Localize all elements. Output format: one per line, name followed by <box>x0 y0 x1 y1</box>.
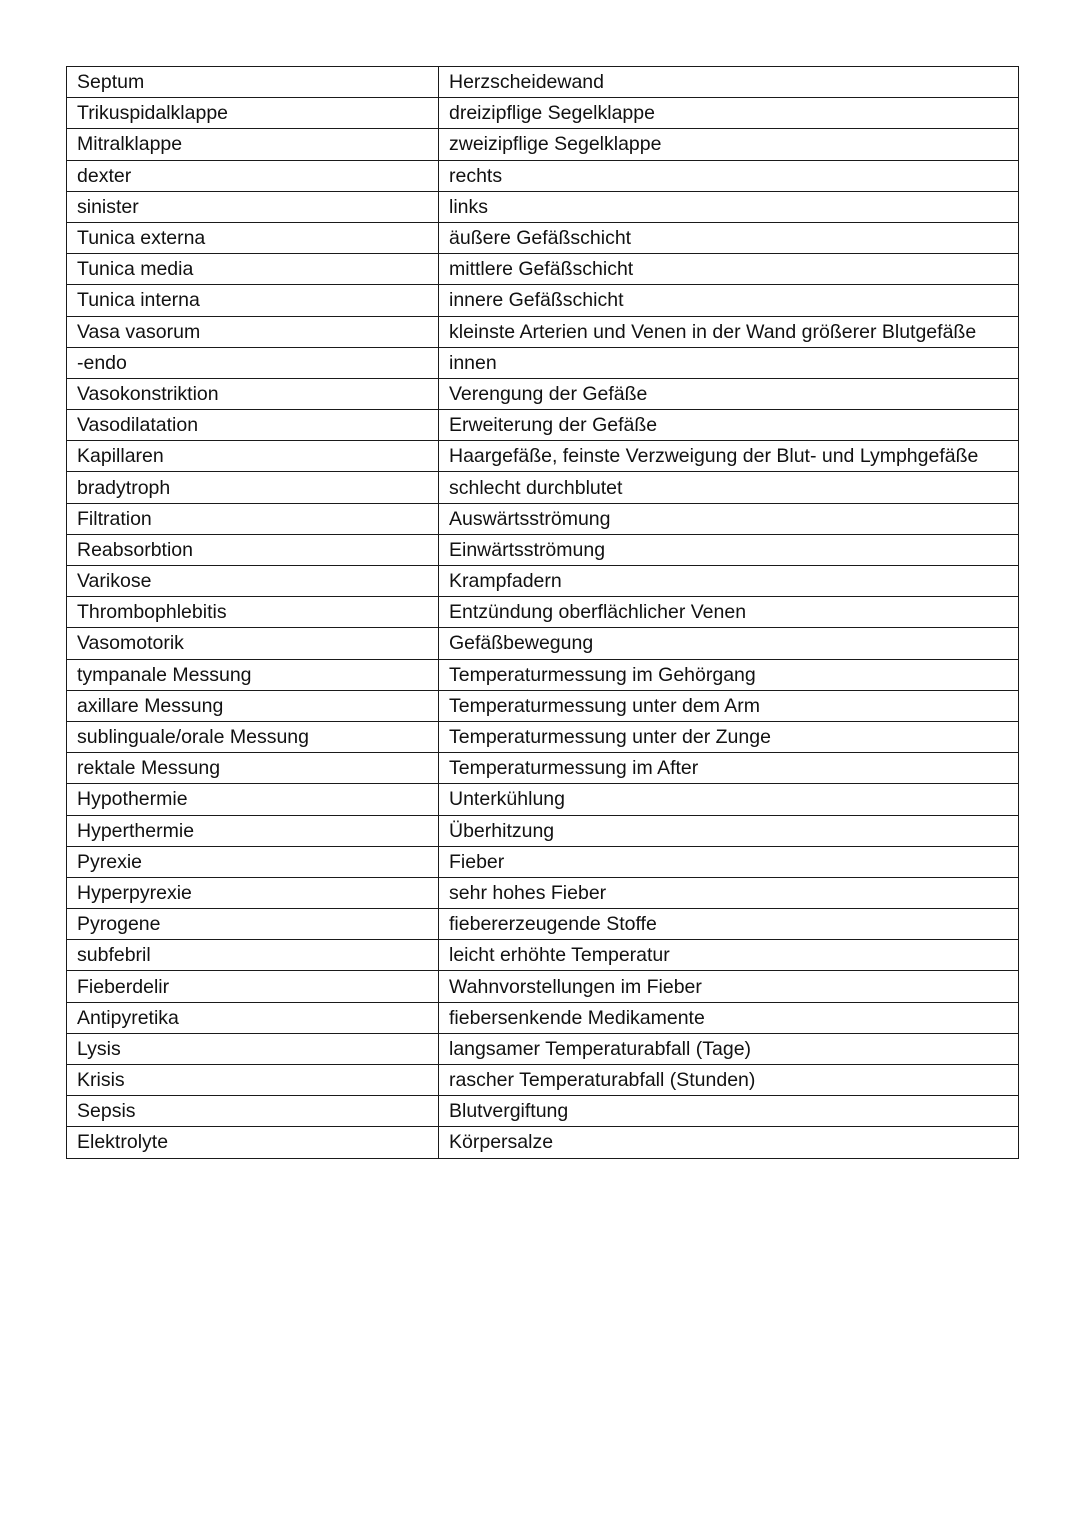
term-cell: Sepsis <box>67 1096 439 1127</box>
table-row <box>67 940 1019 971</box>
table-row <box>67 846 1019 877</box>
term-cell: Hyperpyrexie <box>67 877 439 908</box>
definition-cell: Wahnvorstellungen im Fieber <box>439 971 1019 1002</box>
term-cell: Varikose <box>67 566 439 597</box>
table-row <box>67 566 1019 597</box>
term-cell: sublinguale/orale Messung <box>67 721 439 752</box>
term-cell: Tunica externa <box>67 222 439 253</box>
table-row <box>67 1065 1019 1096</box>
table-row <box>67 98 1019 129</box>
definition-cell: langsamer Temperaturabfall (Tage) <box>439 1033 1019 1064</box>
term-cell: Pyrexie <box>67 846 439 877</box>
term-cell: Septum <box>67 67 439 98</box>
table-row <box>67 971 1019 1002</box>
term-cell: Reabsorbtion <box>67 534 439 565</box>
definition-cell: mittlere Gefäßschicht <box>439 254 1019 285</box>
definition-cell: links <box>439 191 1019 222</box>
term-cell: sinister <box>67 191 439 222</box>
definition-cell: Erweiterung der Gefäße <box>439 410 1019 441</box>
table-row <box>67 815 1019 846</box>
term-cell: axillare Messung <box>67 690 439 721</box>
term-cell: Vasodilatation <box>67 410 439 441</box>
definition-cell: dreizipflige Segelklappe <box>439 98 1019 129</box>
table-row <box>67 877 1019 908</box>
glossary-body <box>67 67 1019 1159</box>
definition-cell: Temperaturmessung unter dem Arm <box>439 690 1019 721</box>
definition-cell: Verengung der Gefäße <box>439 378 1019 409</box>
term-cell: subfebril <box>67 940 439 971</box>
term-cell: dexter <box>67 160 439 191</box>
definition-cell: Krampfadern <box>439 566 1019 597</box>
term-cell: Lysis <box>67 1033 439 1064</box>
definition-cell: Auswärtsströmung <box>439 503 1019 534</box>
definition-cell: rascher Temperaturabfall (Stunden) <box>439 1065 1019 1096</box>
table-row <box>67 441 1019 472</box>
definition-cell: Entzündung oberflächlicher Venen <box>439 597 1019 628</box>
definition-cell: äußere Gefäßschicht <box>439 222 1019 253</box>
definition-cell: zweizipflige Segelklappe <box>439 129 1019 160</box>
table-row <box>67 316 1019 347</box>
table-row <box>67 222 1019 253</box>
definition-cell: fiebersenkende Medikamente <box>439 1002 1019 1033</box>
definition-cell: Gefäßbewegung <box>439 628 1019 659</box>
term-cell: Hypothermie <box>67 784 439 815</box>
term-cell: Pyrogene <box>67 909 439 940</box>
definition-cell: sehr hohes Fieber <box>439 877 1019 908</box>
table-row <box>67 534 1019 565</box>
definition-cell: Temperaturmessung unter der Zunge <box>439 721 1019 752</box>
definition-cell: Fieber <box>439 846 1019 877</box>
definition-cell: rechts <box>439 160 1019 191</box>
term-cell: Hyperthermie <box>67 815 439 846</box>
term-cell: Thrombophlebitis <box>67 597 439 628</box>
term-cell: Mitralklappe <box>67 129 439 160</box>
term-cell: Elektrolyte <box>67 1127 439 1158</box>
table-row <box>67 410 1019 441</box>
table-row <box>67 160 1019 191</box>
term-cell: Filtration <box>67 503 439 534</box>
table-row <box>67 909 1019 940</box>
definition-cell: fiebererzeugende Stoffe <box>439 909 1019 940</box>
table-row <box>67 721 1019 752</box>
table-row <box>67 503 1019 534</box>
definition-cell: Temperaturmessung im After <box>439 753 1019 784</box>
glossary-table <box>66 66 1019 1159</box>
term-cell: Trikuspidalklappe <box>67 98 439 129</box>
definition-cell: kleinste Arterien und Venen in der Wand größerer Blutgefäße <box>439 316 1019 347</box>
table-row <box>67 1033 1019 1064</box>
table-row <box>67 1096 1019 1127</box>
term-cell: bradytroph <box>67 472 439 503</box>
term-cell: rektale Messung <box>67 753 439 784</box>
term-cell: Antipyretika <box>67 1002 439 1033</box>
definition-cell: leicht erhöhte Temperatur <box>439 940 1019 971</box>
definition-cell: Überhitzung <box>439 815 1019 846</box>
table-row <box>67 659 1019 690</box>
table-row <box>67 347 1019 378</box>
term-cell: Tunica media <box>67 254 439 285</box>
definition-cell: Einwärtsströmung <box>439 534 1019 565</box>
definition-cell: innere Gefäßschicht <box>439 285 1019 316</box>
term-cell: tympanale Messung <box>67 659 439 690</box>
term-cell: -endo <box>67 347 439 378</box>
definition-cell: Temperaturmessung im Gehörgang <box>439 659 1019 690</box>
term-cell: Kapillaren <box>67 441 439 472</box>
definition-cell: innen <box>439 347 1019 378</box>
term-cell: Vasa vasorum <box>67 316 439 347</box>
definition-cell: Herzscheidewand <box>439 67 1019 98</box>
table-row <box>67 690 1019 721</box>
term-cell: Tunica interna <box>67 285 439 316</box>
definition-cell: Blutvergiftung <box>439 1096 1019 1127</box>
table-row <box>67 129 1019 160</box>
table-row <box>67 753 1019 784</box>
table-row <box>67 191 1019 222</box>
table-row <box>67 472 1019 503</box>
term-cell: Krisis <box>67 1065 439 1096</box>
definition-cell: Unterkühlung <box>439 784 1019 815</box>
definition-cell: Körpersalze <box>439 1127 1019 1158</box>
table-row <box>67 597 1019 628</box>
term-cell: Vasokonstriktion <box>67 378 439 409</box>
definition-cell: Haargefäße, feinste Verzweigung der Blut- und Lymphgefäße <box>439 441 1019 472</box>
table-row <box>67 285 1019 316</box>
table-row <box>67 1002 1019 1033</box>
term-cell: Vasomotorik <box>67 628 439 659</box>
table-row <box>67 67 1019 98</box>
table-row <box>67 378 1019 409</box>
table-row <box>67 1127 1019 1158</box>
table-row <box>67 254 1019 285</box>
table-row <box>67 628 1019 659</box>
term-cell: Fieberdelir <box>67 971 439 1002</box>
definition-cell: schlecht durchblutet <box>439 472 1019 503</box>
table-row <box>67 784 1019 815</box>
